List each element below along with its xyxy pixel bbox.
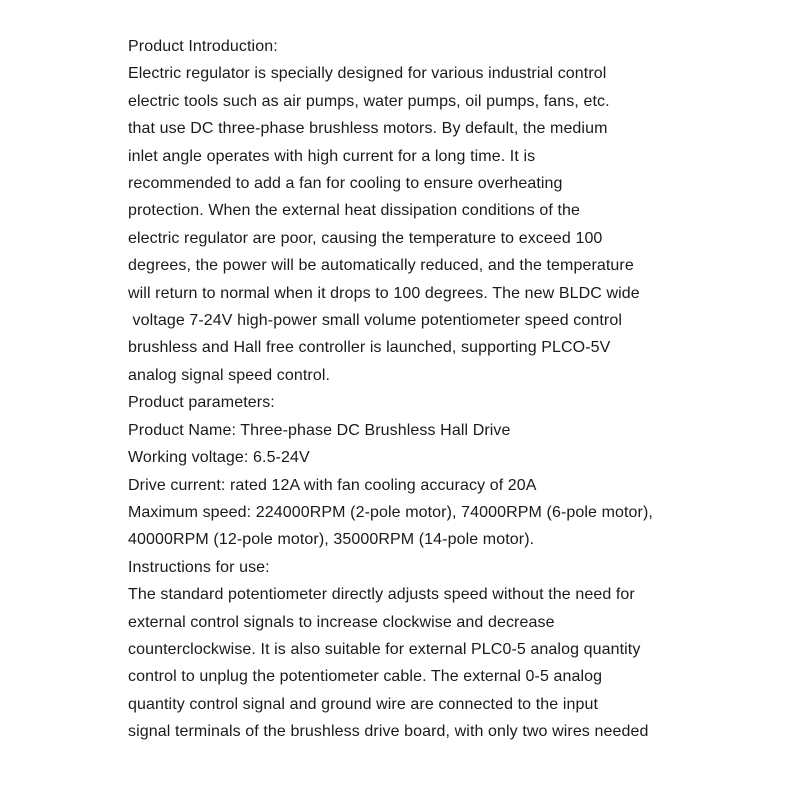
text-line: external control signals to increase clockwise and decrease — [128, 613, 555, 631]
text-line: analog signal speed control. — [128, 366, 331, 384]
text-line: control to unplug the potentiometer cable. The external 0-5 analog — [128, 668, 603, 686]
text-line: Electric regulator is specially designed for various industrial control — [128, 65, 607, 83]
text-line: Working voltage: 6.5-24V — [128, 449, 310, 467]
text-line: brushless and Hall free controller is launched, supporting PLCO-5V — [128, 339, 611, 357]
text-line: counterclockwise. It is also suitable for external PLC0-5 analog quantity — [128, 640, 641, 658]
text-line: Maximum speed: 224000RPM (2-pole motor), 74000RPM (6-pole motor), — [128, 503, 653, 521]
text-line: Drive current: rated 12A with fan cooling accuracy of 20A — [128, 476, 537, 494]
text-line: electric tools such as air pumps, water pumps, oil pumps, fans, etc. — [128, 92, 610, 110]
text-line: that use DC three-phase brushless motors. By default, the medium — [128, 120, 608, 138]
text-line: will return to normal when it drops to 100 degrees. The new BLDC wide — [128, 284, 640, 302]
text-line: Product Name: Three-phase DC Brushless Hall Drive — [128, 421, 511, 439]
text-line: signal terminals of the brushless drive board, with only two wires needed — [128, 723, 649, 741]
text-line: degrees, the power will be automatically reduced, and the temperature — [128, 257, 634, 275]
text-line: Instructions for use: — [128, 558, 270, 576]
text-line: electric regulator are poor, causing the temperature to exceed 100 — [128, 229, 603, 247]
text-line: quantity control signal and ground wire are connected to the input — [128, 695, 599, 713]
text-line: voltage 7-24V high-power small volume potentiometer speed control — [128, 312, 622, 330]
text-line: The standard potentiometer directly adjusts speed without the need for — [128, 586, 635, 604]
text-line: Product Introduction: — [128, 38, 278, 55]
text-line: 40000RPM (12-pole motor), 35000RPM (14-pole motor). — [128, 531, 535, 549]
text-line: inlet angle operates with high current for a long time. It is — [128, 147, 536, 165]
product-description-text — [128, 33, 710, 746]
text-line: Product parameters: — [128, 394, 275, 412]
text-line: protection. When the external heat dissipation conditions of the — [128, 202, 581, 220]
text-line: recommended to add a fan for cooling to ensure overheating — [128, 175, 563, 193]
